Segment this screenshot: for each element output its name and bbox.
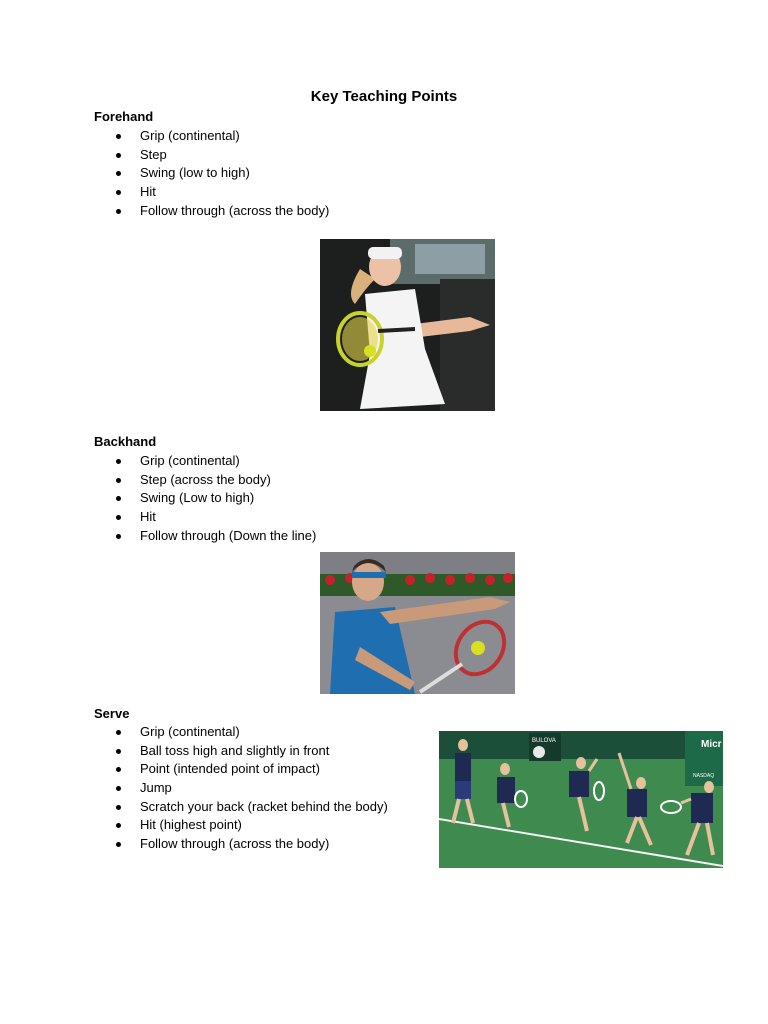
list-item: Jump: [94, 779, 388, 798]
list-item: Follow through (across the body): [94, 835, 388, 854]
ad-text: NASDAQ: [693, 773, 715, 779]
list-item: Step: [94, 146, 329, 165]
list-item: Grip (continental): [94, 452, 316, 471]
list-item: Ball toss high and slightly in front: [94, 742, 388, 761]
list-item: Follow through (Down the line): [94, 527, 316, 546]
serve-heading: Serve: [94, 706, 130, 721]
forehand-list: [94, 127, 329, 220]
list-item: Swing (Low to high): [94, 489, 316, 508]
list-item: Hit (highest point): [94, 816, 388, 835]
serve-list: [94, 723, 388, 854]
backhand-heading: Backhand: [94, 434, 157, 449]
list-item: Step (across the body): [94, 471, 316, 490]
list-item: Grip (continental): [94, 127, 329, 146]
list-item: Grip (continental): [94, 723, 388, 742]
list-item: Follow through (across the body): [94, 202, 329, 221]
list-item: Scratch your back (racket behind the body): [94, 798, 388, 817]
list-item: Hit: [94, 508, 316, 527]
page-title: Key Teaching Points: [310, 88, 458, 105]
backhand-list: [94, 452, 316, 545]
board-text: Micr: [701, 739, 722, 750]
list-item: Hit: [94, 183, 329, 202]
clock-brand-text: BULOVA: [532, 738, 556, 744]
forehand-heading: Forehand: [94, 109, 154, 124]
serve-sequence-photo: [439, 731, 723, 868]
list-item: Swing (low to high): [94, 164, 329, 183]
backhand-photo: [320, 552, 515, 694]
forehand-photo: [320, 239, 495, 411]
list-item: Point (intended point of impact): [94, 760, 388, 779]
